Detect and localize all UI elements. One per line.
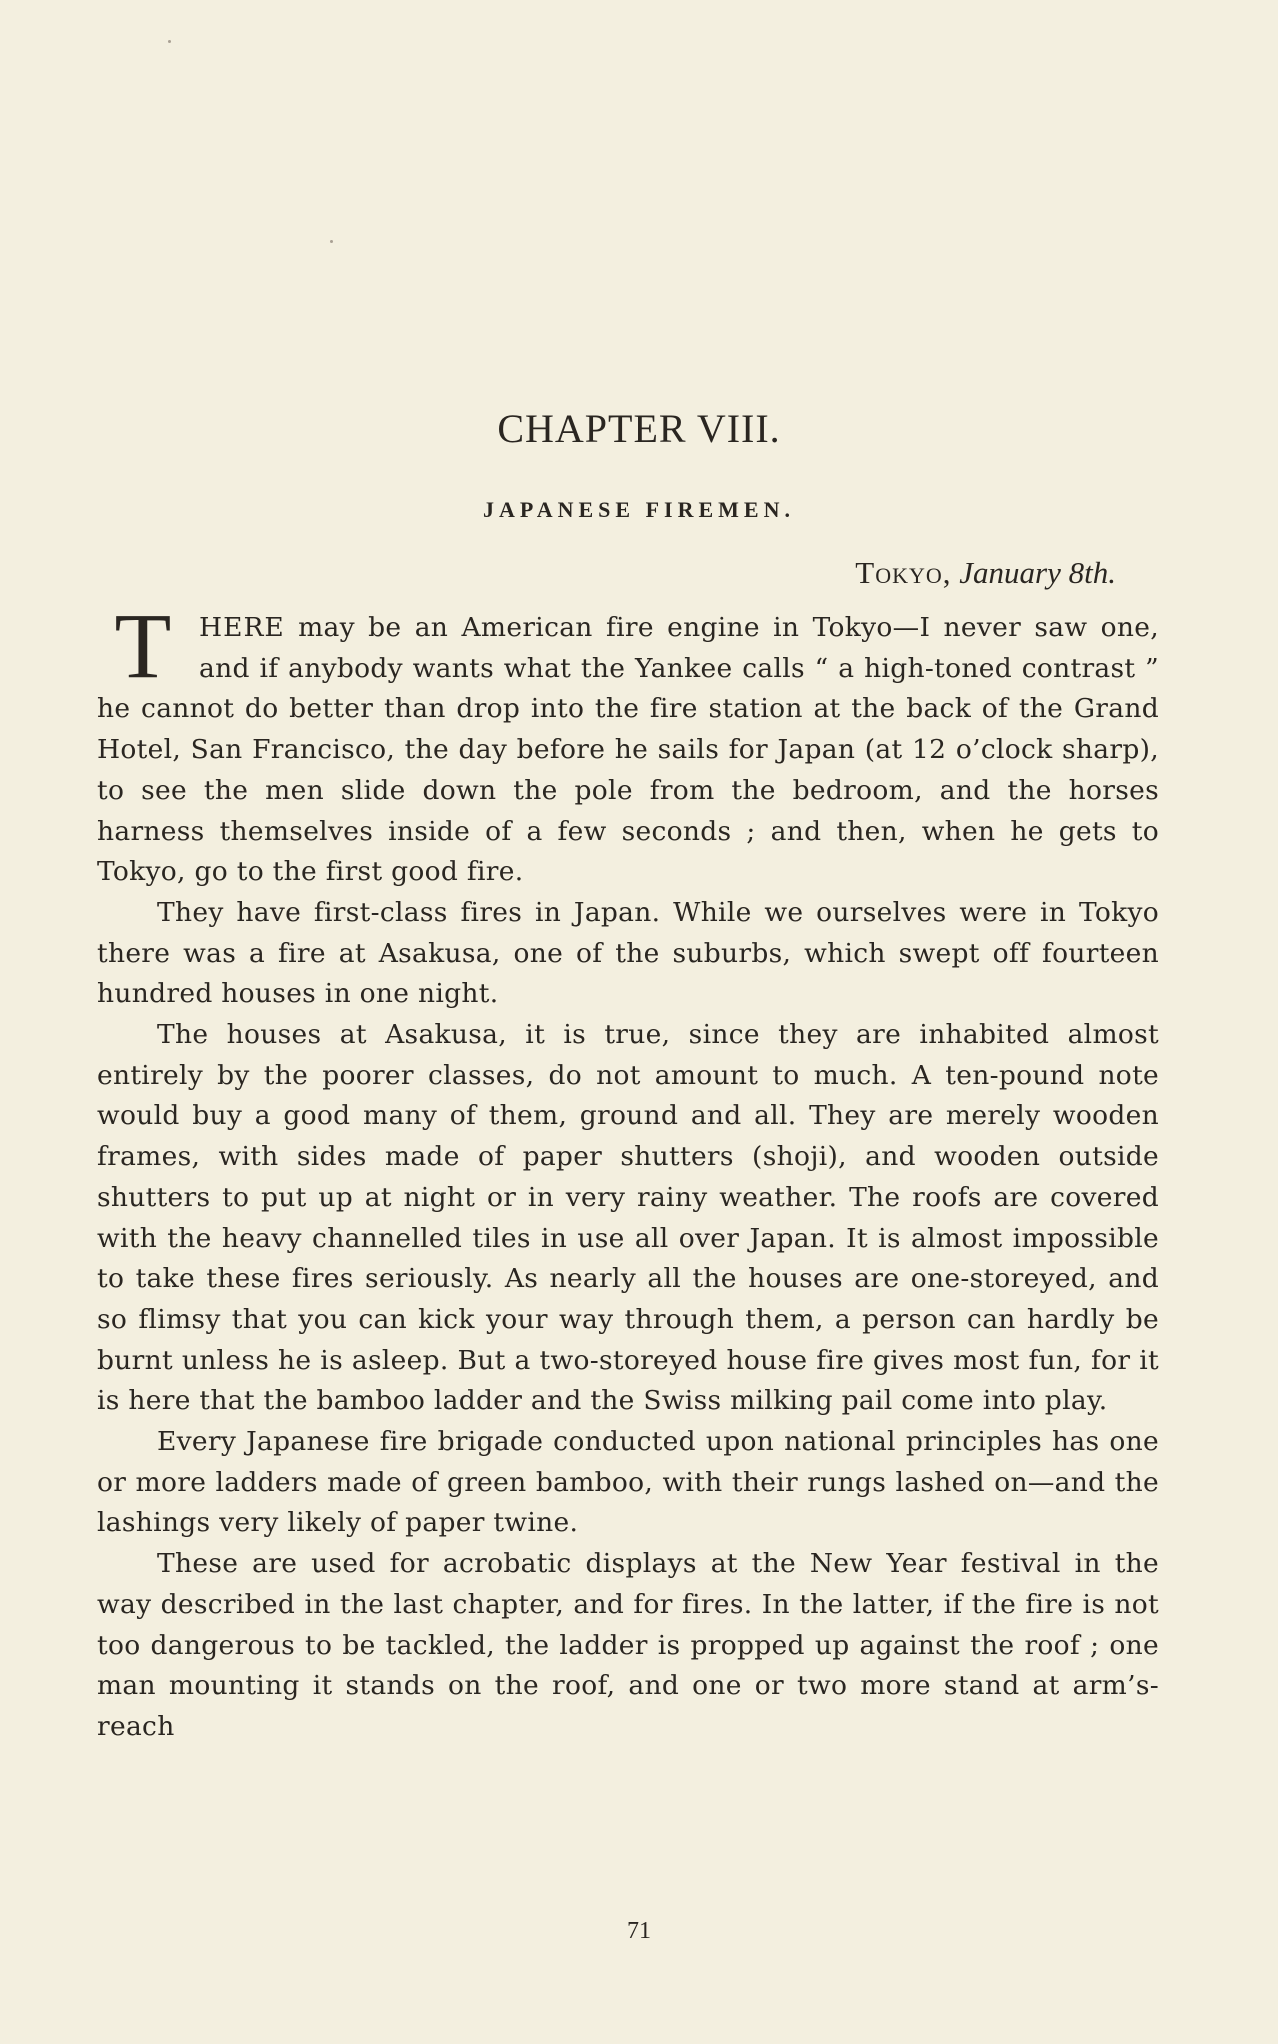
paragraph-2: They have first-class fires in Japan. While we ourselves were in Tokyo there was a fire at Asakusa, one of the suburbs, which swept off fourteen hundred houses in one night. [97,896,1159,1010]
paper-speck [168,40,171,43]
chapter-body [97,595,1159,1748]
dateline [855,555,1116,591]
chapter-title: CHAPTER VIII. [497,406,781,451]
paragraph-4: Every Japanese fire brigade conducted upon national principles has one or more ladders made of green bamboo, with their rungs lashed on—and the lashings very likely of paper twine. [97,1426,1159,1539]
dateline-place: Tokyo, [855,555,952,590]
paragraph-1-text: may be an American fire engine in Tokyo—I never saw one, and if anybody wants what the Yankee calls “ a high-toned contrast ” he cannot do better than drop into the fire station at the back of the Grand Hotel, San Francisco, the day before he sails for Japan (at 12 o’clock sharp), to see the men slide down the pole from the bedroom, and the horses harness themselves inside of a few seconds ; and then, when he gets to Tokyo, go to the first good fire. [97,612,1159,888]
dateline-date: January 8th. [959,555,1116,590]
drop-cap: T [114,595,172,698]
page-number: 71 [627,1918,651,1944]
paragraph-3: The houses at Asakusa, it is true, since they are inhabited almost entirely by the poorer classes, do not amount to much. A ten-pound note would buy a good many of them, ground and all. They are merely wooden frames, with sides made of paper shutters (shoji), and wooden outside shutters to put up at night or in very rainy weather. The roofs are covered with the heavy channelled tiles in use all over Japan. It is almost impossible to take these fires seriously. As nearly all the houses are one-storeyed, and so flimsy that you can kick your way through them, a person can hardly be burnt unless he is asleep. But a two-storeyed house fire gives most fun, for it is here that the bamboo ladder and the Swiss milking pail come into play. [97,1019,1159,1417]
paper-speck [330,240,333,243]
lead-word: HERE [199,612,285,643]
paragraph-5: These are used for acrobatic displays at the New Year festival in the way described in the last chapter, and for fires. In the latter, if the fire is not too dangerous to be tackled, the ladder is propped up against the roof ; one man mounting it stands on the roof, and one or two more stand at arm’s-reach [97,1548,1159,1742]
paragraph-1 [97,595,1159,893]
chapter-subtitle: JAPANESE FIREMEN. [483,497,795,522]
